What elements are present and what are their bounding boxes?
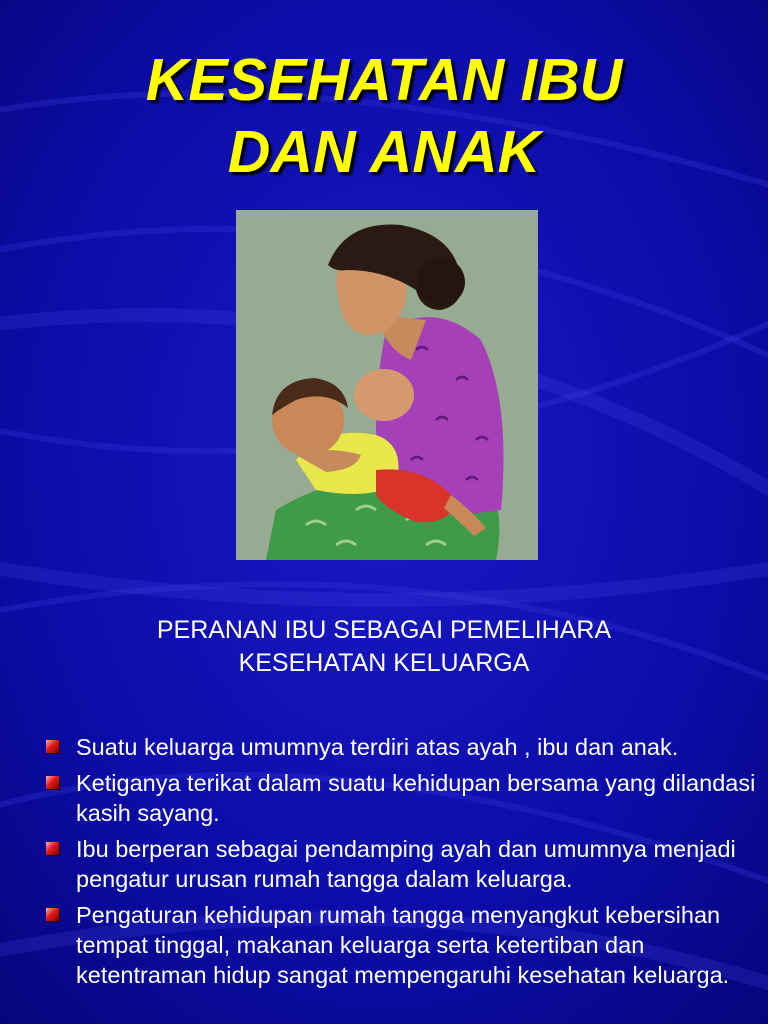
red-square-bullet-icon	[46, 908, 59, 921]
bullet-list	[46, 732, 758, 996]
mother-breastfeeding-child-illustration	[236, 210, 538, 560]
slide-subtitle-line-1: PERANAN IBU SEBAGAI PEMELIHARA	[156, 616, 612, 644]
slide-title	[0, 44, 768, 188]
red-square-bullet-icon	[46, 740, 59, 753]
bullet-item-2	[46, 768, 758, 828]
slide-title-line-2: DAN ANAK	[227, 119, 541, 185]
slide-title-line-1: KESEHATAN IBU	[145, 47, 623, 113]
bullet-item-text: Pengaturan kehidupan rumah tangga menyangkut kebersihan tempat tinggal, makanan keluarga serta ketertiban dan ketentraman hidup sangat mempengaruhi kesehatan keluarga.	[76, 902, 730, 988]
bullet-item-4	[46, 900, 758, 990]
bullet-item-text: Suatu keluarga umumnya terdiri atas ayah , ibu dan anak.	[76, 734, 679, 760]
bullet-item-1	[46, 732, 758, 762]
slide-subtitle-line-2: KESEHATAN KELUARGA	[238, 649, 530, 677]
red-square-bullet-icon	[46, 776, 59, 789]
bullet-item-text: Ibu berperan sebagai pendamping ayah dan umumnya menjadi pengatur urusan rumah tangga dalam keluarga.	[76, 836, 736, 892]
bullet-item-text: Ketiganya terikat dalam suatu kehidupan bersama yang dilandasi kasih sayang.	[76, 770, 756, 826]
bullet-item-3	[46, 834, 758, 894]
slide-subtitle	[0, 614, 768, 680]
red-square-bullet-icon	[46, 842, 59, 855]
